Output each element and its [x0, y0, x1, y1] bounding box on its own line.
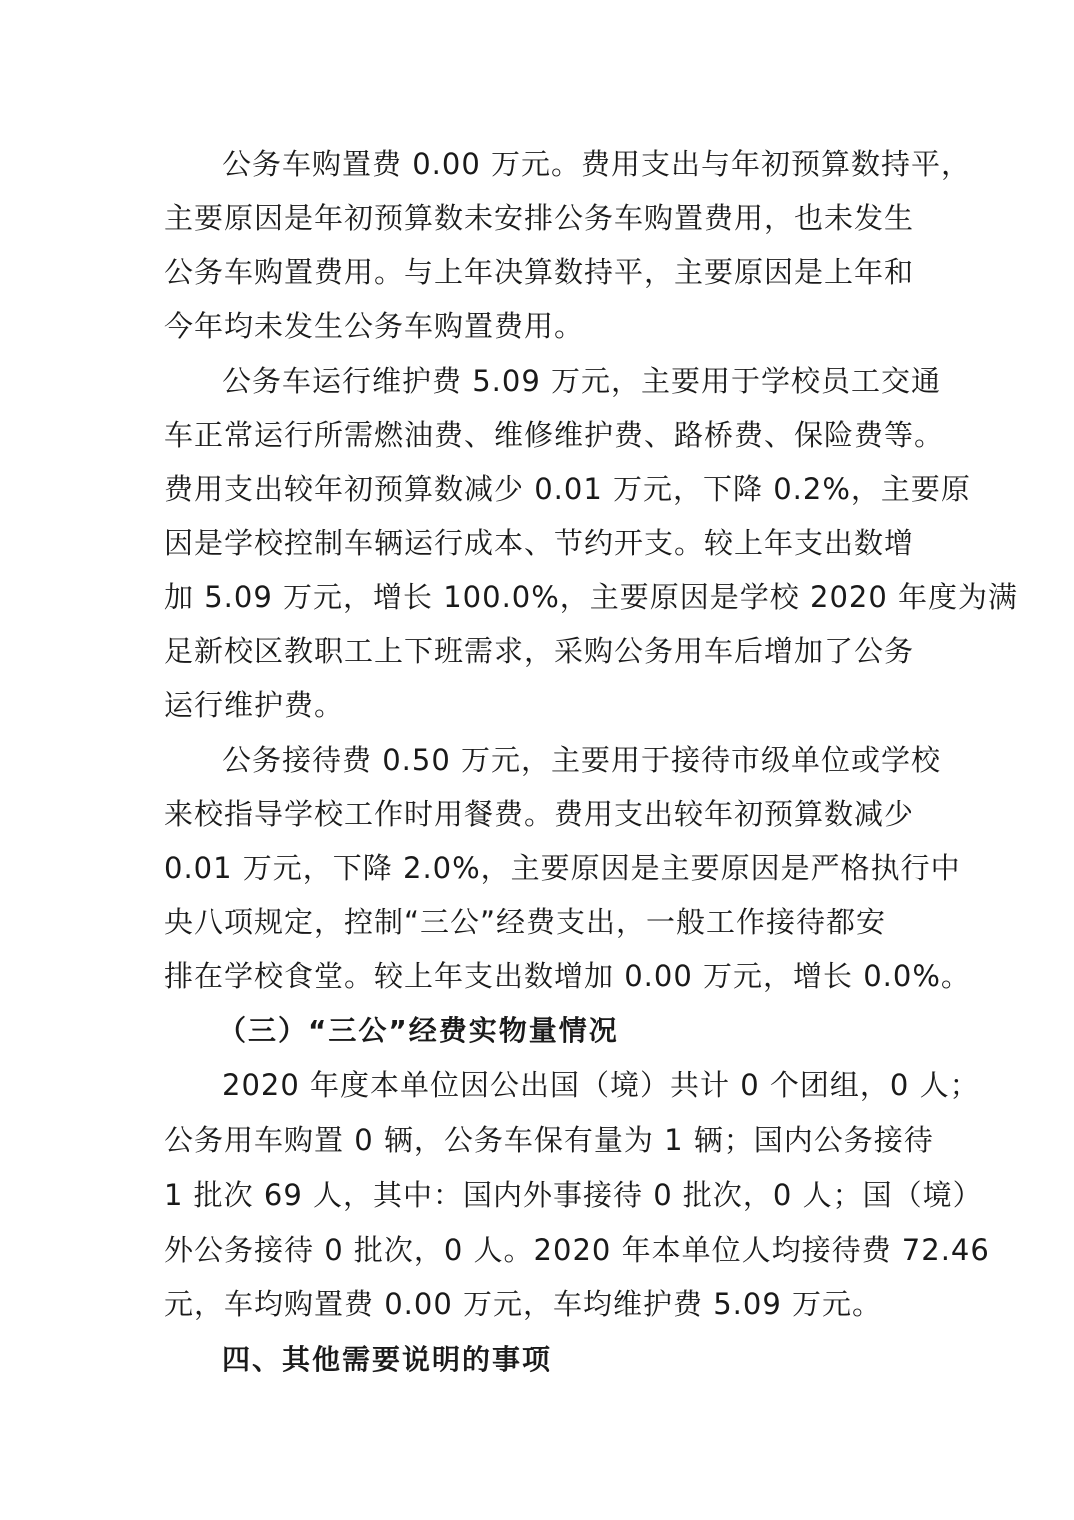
paragraph-line: 费用支出较年初预算数减少 0.01 万元，下降 0.2%，主要原	[164, 472, 971, 506]
paragraph-line: 公务车运行维护费 5.09 万元，主要用于学校员工交通	[222, 364, 942, 398]
paragraph-line: 加 5.09 万元，增长 100.0%，主要原因是学校 2020 年度为满	[164, 580, 1019, 614]
paragraph-line: 外公务接待 0 批次，0 人。2020 年本单位人均接待费 72.46	[164, 1233, 990, 1267]
paragraph-line: 0.01 万元，下降 2.0%，主要原因是主要原因是严格执行中	[164, 851, 961, 885]
paragraph-line: 运行维护费。	[164, 688, 345, 722]
paragraph-line: 车正常运行所需燃油费、维修维护费、路桥费、保险费等。	[164, 418, 945, 452]
paragraph-line: 来校指导学校工作时用餐费。费用支出较年初预算数减少	[164, 797, 915, 831]
paragraph-line: 主要原因是年初预算数未安排公务车购置费用，也未发生	[164, 201, 915, 235]
paragraph-line: 公务车购置费 0.00 万元。费用支出与年初预算数持平，	[222, 147, 972, 181]
paragraph-line: 公务用车购置 0 辆，公务车保有量为 1 辆；国内公务接待	[164, 1123, 934, 1157]
paragraph-line: 央八项规定，控制“三公”经费支出，一般工作接待都安	[164, 905, 887, 939]
paragraph-line: 足新校区教职工上下班需求，采购公务用车后增加了公务	[164, 634, 915, 668]
paragraph-line: 公务接待费 0.50 万元，主要用于接待市级单位或学校	[222, 743, 942, 777]
paragraph-line: 今年均未发生公务车购置费用。	[164, 309, 585, 343]
paragraph-line: 2020 年度本单位因公出国（境）共计 0 个团组，0 人；	[222, 1068, 980, 1102]
paragraph-line: 元，车均购置费 0.00 万元，车均维护费 5.09 万元。	[164, 1287, 883, 1321]
paragraph-line: 1 批次 69 人，其中：国内外事接待 0 批次，0 人；国（境）	[164, 1178, 983, 1212]
paragraph-line: 排在学校食堂。较上年支出数增加 0.00 万元，增长 0.0%。	[164, 959, 971, 993]
section-heading: （三）“三公”经费实物量情况	[218, 1014, 619, 1047]
section-heading: 四、其他需要说明的事项	[222, 1343, 553, 1376]
paragraph-line: 因是学校控制车辆运行成本、节约开支。较上年支出数增	[164, 526, 915, 560]
paragraph-line: 公务车购置费用。与上年决算数持平，主要原因是上年和	[164, 255, 915, 289]
